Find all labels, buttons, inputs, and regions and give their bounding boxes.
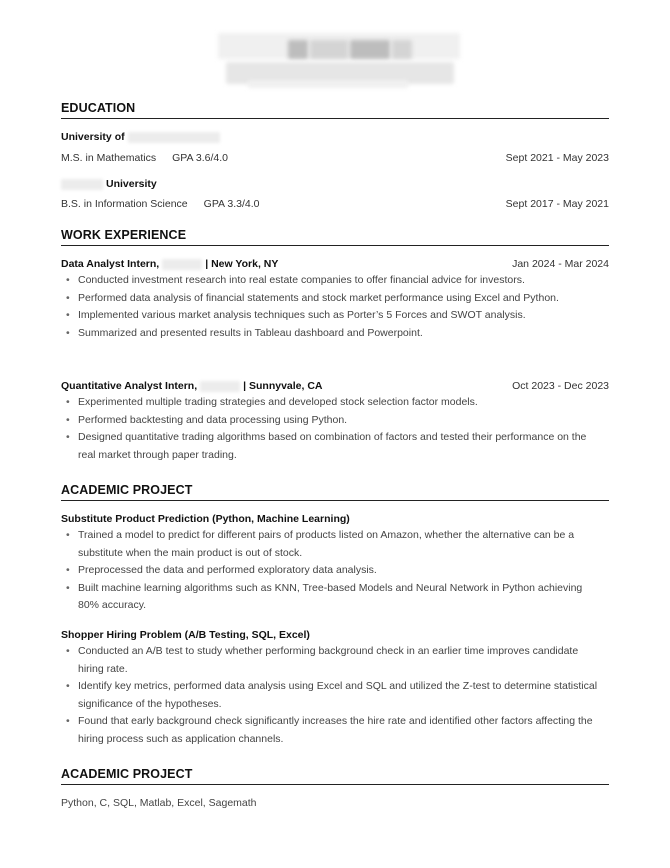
school-1-name: University of <box>61 131 125 143</box>
school-2-name-row <box>61 177 609 191</box>
education-title: EDUCATION <box>61 101 609 119</box>
school-1-degree-row <box>61 151 609 165</box>
list-item: • Preprocessed the data and performed exploratory data analysis. <box>66 562 606 580</box>
school-2-degree-row <box>61 197 609 211</box>
list-item: • Experimented multiple trading strategies and developed stock selection factor models. <box>66 394 606 412</box>
projects-title: ACADEMIC PROJECT <box>61 483 609 501</box>
job-1-dates: Jan 2024 - Mar 2024 <box>512 258 609 270</box>
school-1-degree: M.S. in Mathematics <box>61 152 157 164</box>
job-1-location: | New York, NY <box>205 258 279 270</box>
list-item: • Found that early background check significantly increases the hire rate and identified other factors affecting the hiring process such as application channels. <box>66 713 606 748</box>
redacted-company-2 <box>200 381 240 392</box>
school-2-name: University <box>106 178 157 190</box>
work-title: WORK EXPERIENCE <box>61 228 609 246</box>
school-1-dates: Sept 2021 - May 2023 <box>505 152 609 164</box>
list-item: • Conducted an A/B test to study whether performing background check in an earlier time improves candidate hiring rate. <box>66 643 606 678</box>
skills-text: Python, C, SQL, Matlab, Excel, Sagemath <box>61 797 257 809</box>
job-2-bullets <box>66 394 606 464</box>
list-item: • Trained a model to predict for different pairs of products listed on Amazon, whether the alternative can be a substitute when the main product is out of stock. <box>66 527 606 562</box>
list-item: • Performed data analysis of financial statements and stock market performance using Excel and Python. <box>66 290 606 308</box>
school-1-gpa: GPA 3.6/4.0 <box>172 152 228 164</box>
school-2-dates: Sept 2017 - May 2021 <box>505 198 609 210</box>
job-2-header <box>61 379 609 393</box>
job-1-bullets <box>66 272 606 342</box>
list-item: • Conducted investment research into real estate companies to offer financial advice for investors. <box>66 272 606 290</box>
job-2-location: | Sunnyvale, CA <box>243 380 323 392</box>
list-item: • Summarized and presented results in Tableau dashboard and Powerpoint. <box>66 325 606 343</box>
school-2-gpa: GPA 3.3/4.0 <box>203 198 260 210</box>
list-item: • Designed quantitative trading algorithms based on combination of factors and tested their performance on the real market through paper trading. <box>66 429 606 464</box>
school-2-degree: B.S. in Information Science <box>61 198 188 210</box>
list-item: • Built machine learning algorithms such as KNN, Tree-based Models and Neural Network in Python achieving 80% accuracy. <box>66 580 606 615</box>
redacted-school-1 <box>128 132 220 143</box>
job-1-header <box>61 257 609 271</box>
projects-section <box>61 483 609 501</box>
list-item: • Identify key metrics, performed data analysis using Excel and SQL and utilized the Z-test to determine statistical significance of the hypotheses. <box>66 678 606 713</box>
school-1-name-row <box>61 130 609 144</box>
project-1-bullets <box>66 527 606 615</box>
project-1-name: Substitute Product Prediction (Python, Machine Learning) <box>61 513 350 525</box>
project-2-name: Shopper Hiring Problem (A/B Testing, SQL, Excel) <box>61 629 310 641</box>
education-section <box>61 101 609 119</box>
list-item: • Implemented various market analysis techniques such as Porter’s 5 Forces and SWOT analysis. <box>66 307 606 325</box>
list-item: • Performed backtesting and data processing using Python. <box>66 412 606 430</box>
redacted-school-2 <box>61 179 103 190</box>
job-2-role: Quantitative Analyst Intern, <box>61 380 198 392</box>
skills-title: ACADEMIC PROJECT <box>61 767 609 785</box>
work-section <box>61 228 609 246</box>
project-2-bullets <box>66 643 606 748</box>
skills-section <box>61 767 609 785</box>
redacted-company-1 <box>162 259 202 270</box>
job-2-dates: Oct 2023 - Dec 2023 <box>512 380 609 392</box>
job-1-role: Data Analyst Intern, <box>61 258 160 270</box>
